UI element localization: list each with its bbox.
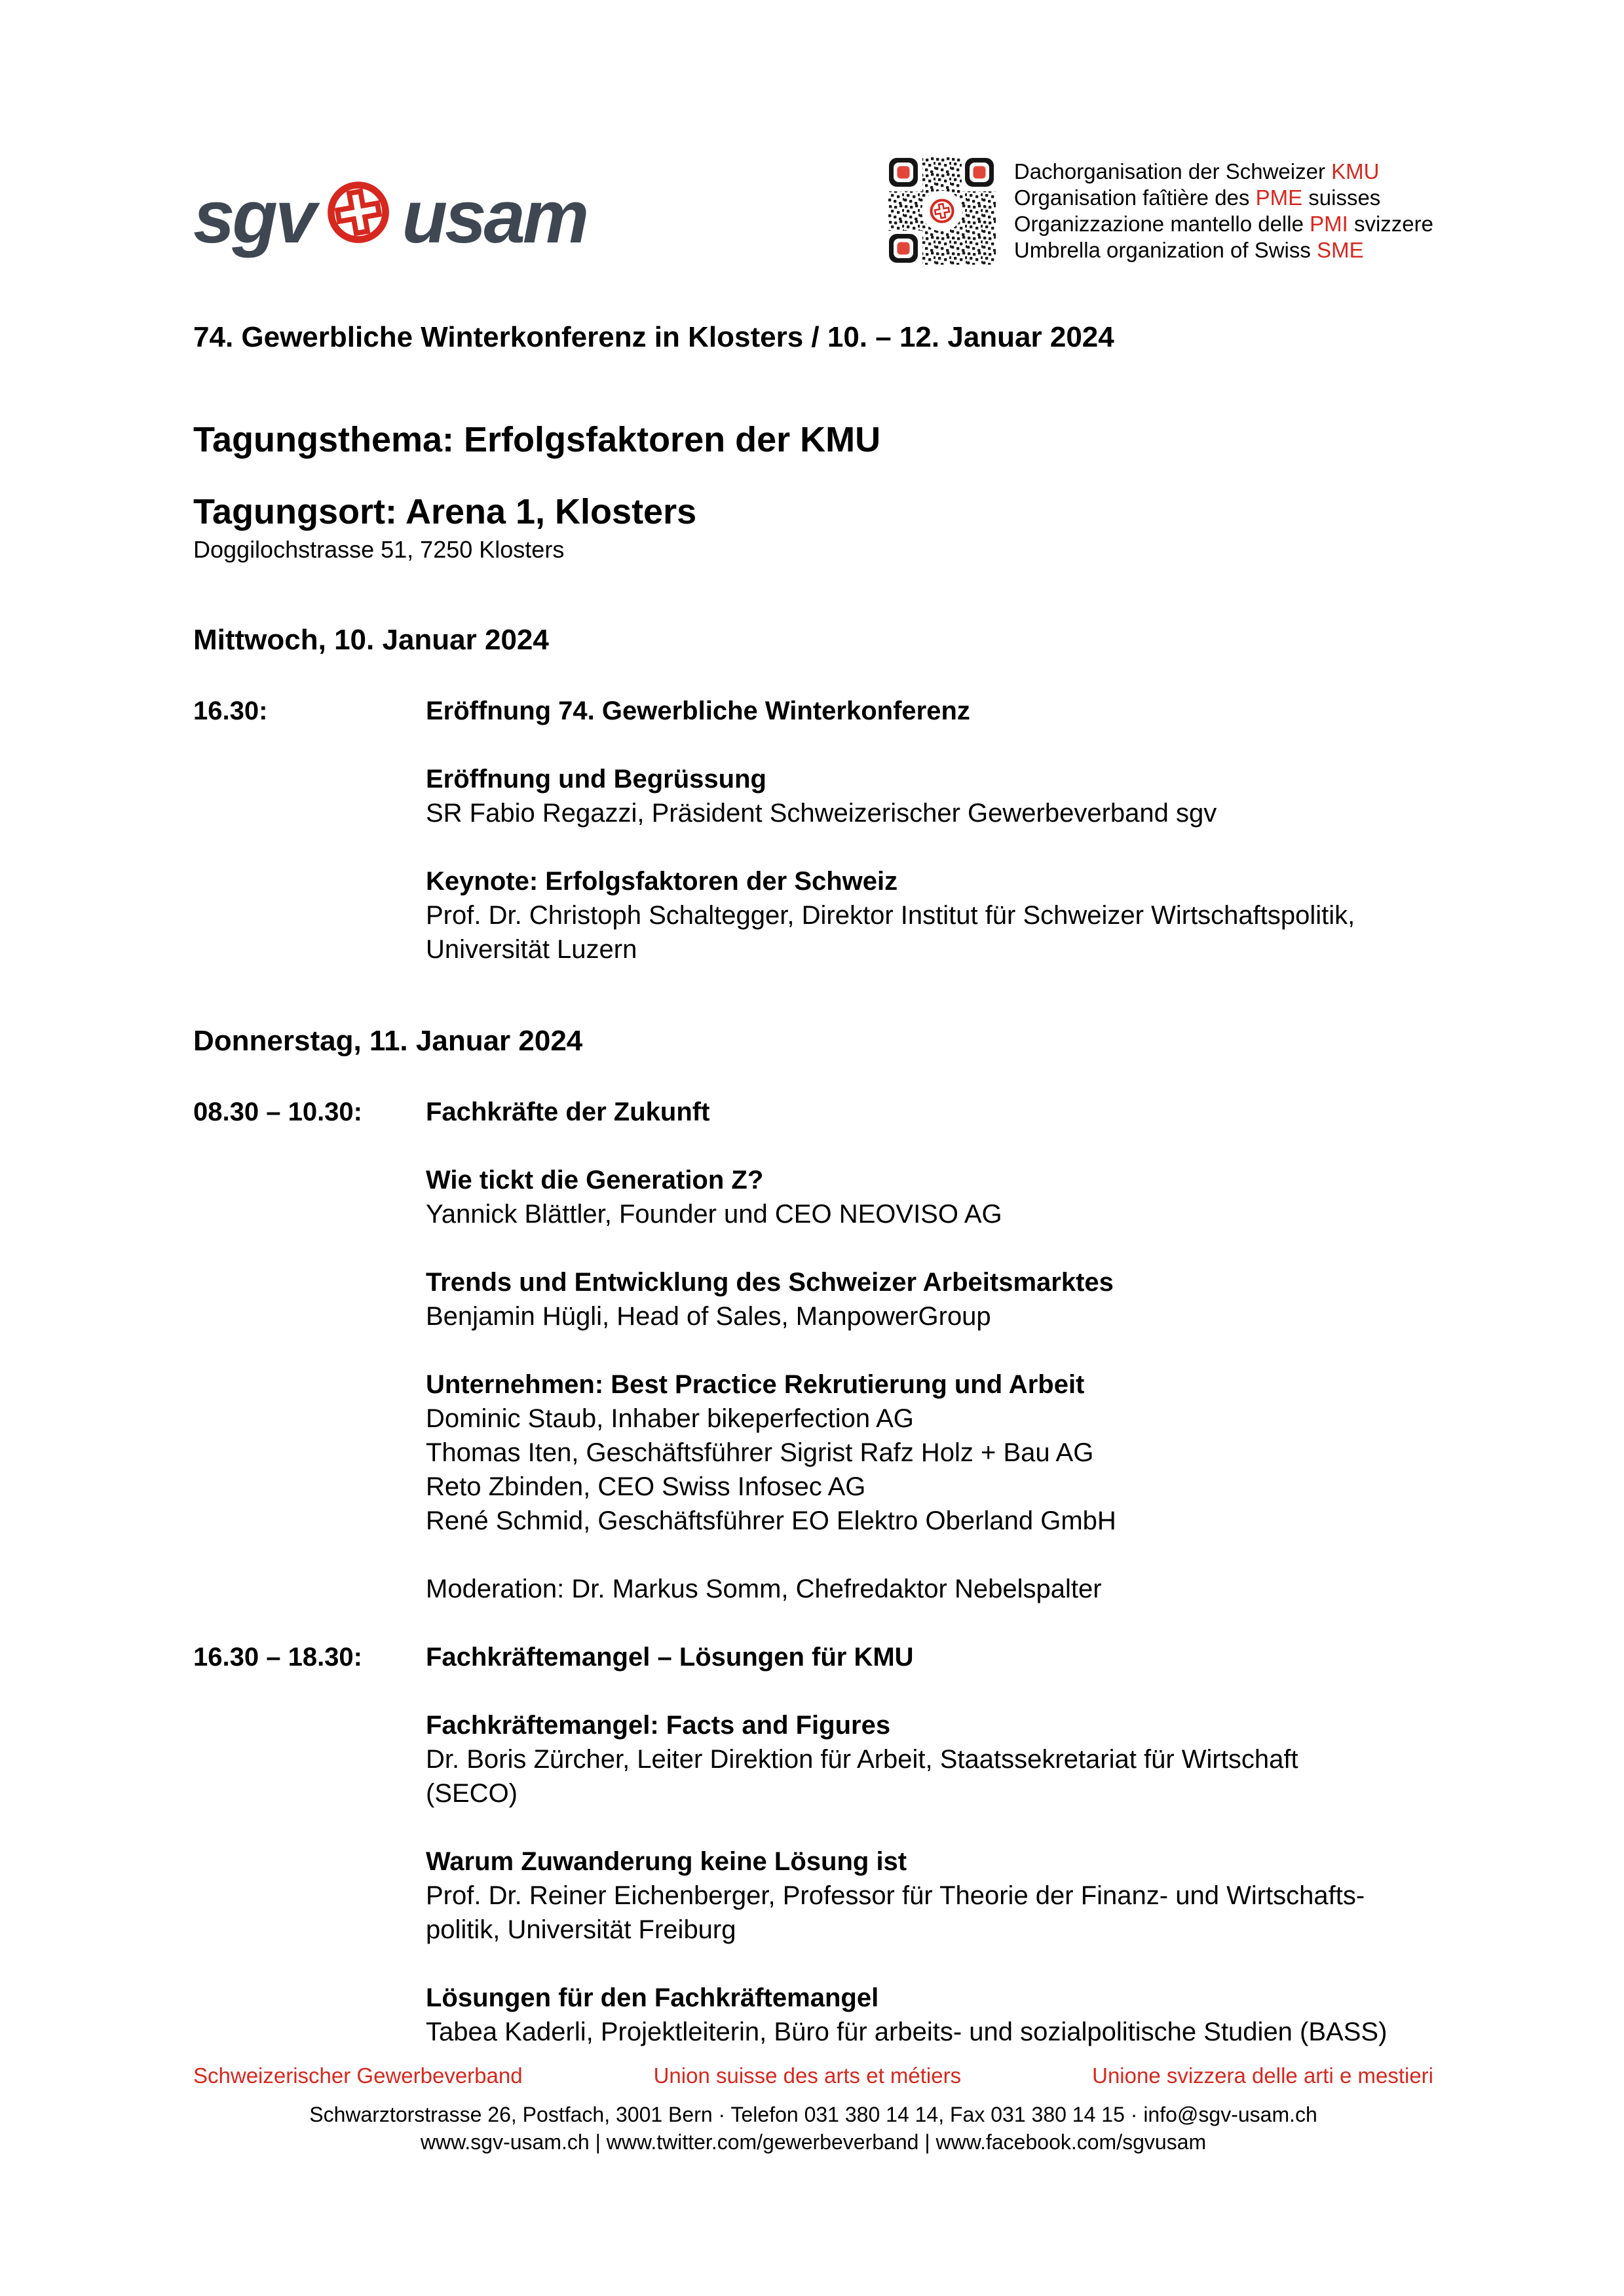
talk-block [193, 1163, 1433, 1231]
session-title: Eröffnung 74. Gewerbliche Winterkonferenz [426, 697, 970, 725]
venue-address: Doggilochstrasse 51, 7250 Klosters [193, 536, 565, 563]
session-time: 16.30: [193, 697, 268, 725]
page-title: 74. Gewerbliche Winterkonferenz in Klosters / 10. – 12. Januar 2024 [193, 321, 1114, 353]
speaker-line: Reto Zbinden, CEO Swiss Infosec AG [426, 1472, 866, 1501]
conference-venue: Tagungsort: Arena 1, Klosters [193, 492, 697, 531]
session-time: 08.30 – 10.30: [193, 1098, 362, 1126]
footer-org-fr: Union suisse des arts et métiers [653, 2063, 962, 2088]
speaker-line: Tabea Kaderli, Projektleiterin, Büro für arbeits- und sozialpolitische Studien (BASS) [426, 2018, 1388, 2046]
talk-block [193, 864, 1433, 966]
session-row [193, 1640, 1433, 1674]
talk-title: Warum Zuwanderung keine Lösung ist [426, 1847, 907, 1876]
talk-title: Fachkräftemangel: Facts and Figures [426, 1711, 891, 1740]
footer [193, 2063, 1433, 2156]
footer-org-names [193, 2063, 1433, 2089]
org-claim-fr: Organisation faîtière des PME suisses [1013, 185, 1381, 210]
speaker-line: Dominic Staub, Inhaber bikeperfection AG [426, 1404, 914, 1433]
speaker-line: (SECO) [426, 1779, 518, 1808]
sgv-usam-logo [193, 157, 586, 260]
speaker-line: politik, Universität Freiburg [426, 1915, 736, 1944]
speaker-line: Benjamin Hügli, Head of Sales, ManpowerGroup [426, 1302, 991, 1331]
speaker-line: Yannick Blättler, Founder und CEO NEOVISO AG [426, 1200, 1002, 1229]
day-heading-wednesday: Mittwoch, 10. Januar 2024 [193, 624, 549, 656]
org-claim-en: Umbrella organization of Swiss SME [1013, 238, 1364, 262]
session-title: Fachkräfte der Zukunft [426, 1098, 710, 1126]
talk-block [193, 1845, 1433, 1947]
org-claims [1014, 157, 1433, 263]
org-claim-it: Organizzazione mantello delle PMI svizzere [1013, 212, 1433, 236]
session-time: 16.30 – 18.30: [193, 1643, 362, 1672]
footer-links: www.sgv-usam.ch | www.twitter.com/gewerbeverband | www.facebook.com/sgvusam [420, 2130, 1207, 2154]
conference-theme: Tagungsthema: Erfolgsfaktoren der KMU [193, 420, 881, 459]
swiss-cross-at-icon [320, 174, 396, 254]
letterhead [193, 157, 1433, 268]
talk-title: Wie tickt die Generation Z? [426, 1166, 764, 1195]
logo-sgv-text: sgv [193, 175, 314, 259]
speaker-line: Prof. Dr. Christoph Schaltegger, Direktor Institut für Schweizer Wirtschaftspolitik, [426, 901, 1355, 930]
logo-usam-text: usam [402, 175, 587, 259]
speaker-line: SR Fabio Regazzi, Präsident Schweizerischer Gewerbeverband sgv [426, 799, 1217, 828]
talk-block [193, 1708, 1433, 1810]
talk-title: Lösungen für den Fachkräftemangel [426, 1983, 879, 2012]
speaker-line: Dr. Boris Zürcher, Leiter Direktion für Arbeit, Staatssekretariat für Wirtschaft [426, 1745, 1298, 1774]
talk-title: Keynote: Erfolgsfaktoren der Schweiz [426, 867, 898, 896]
day-heading-thursday: Donnerstag, 11. Januar 2024 [193, 1025, 583, 1057]
speaker-line: Universität Luzern [426, 935, 637, 964]
talk-block [193, 1981, 1433, 2049]
qr-claims-block [888, 157, 1433, 268]
talk-block [193, 1368, 1433, 1538]
org-claim-de: Dachorganisation der Schweizer KMU [1013, 159, 1380, 183]
session-row [193, 1095, 1433, 1129]
speaker-line: Prof. Dr. Reiner Eichenberger, Professor für Theorie der Finanz- und Wirtschafts- [426, 1881, 1365, 1910]
moderation-block [193, 1572, 1433, 1606]
talk-title: Unternehmen: Best Practice Rekrutierung und Arbeit [426, 1370, 1085, 1399]
footer-org-de: Schweizerischer Gewerbeverband [193, 2063, 523, 2088]
talk-block [193, 1265, 1433, 1333]
speaker-line: René Schmid, Geschäftsführer EO Elektro Oberland GmbH [426, 1506, 1116, 1535]
speaker-line: Thomas Iten, Geschäftsführer Sigrist Rafz Holz + Bau AG [426, 1438, 1094, 1467]
session-row [193, 694, 1433, 728]
talk-title: Trends und Entwicklung des Schweizer Arbeitsmarktes [426, 1268, 1114, 1297]
talk-block [193, 762, 1433, 830]
session-title: Fachkräftemangel – Lösungen für KMU [426, 1643, 914, 1672]
footer-org-it: Unione svizzera delle arti e mestieri [1092, 2063, 1433, 2088]
qr-code [888, 157, 996, 268]
footer-address: Schwarztorstrasse 26, Postfach, 3001 Bern · Telefon 031 380 14 14, Fax 031 380 14 15 · info@sgv-usam.ch [309, 2103, 1317, 2126]
moderation-line: Moderation: Dr. Markus Somm, Chefredaktor Nebelspalter [426, 1575, 1102, 1603]
talk-title: Eröffnung und Begrüssung [426, 765, 766, 794]
